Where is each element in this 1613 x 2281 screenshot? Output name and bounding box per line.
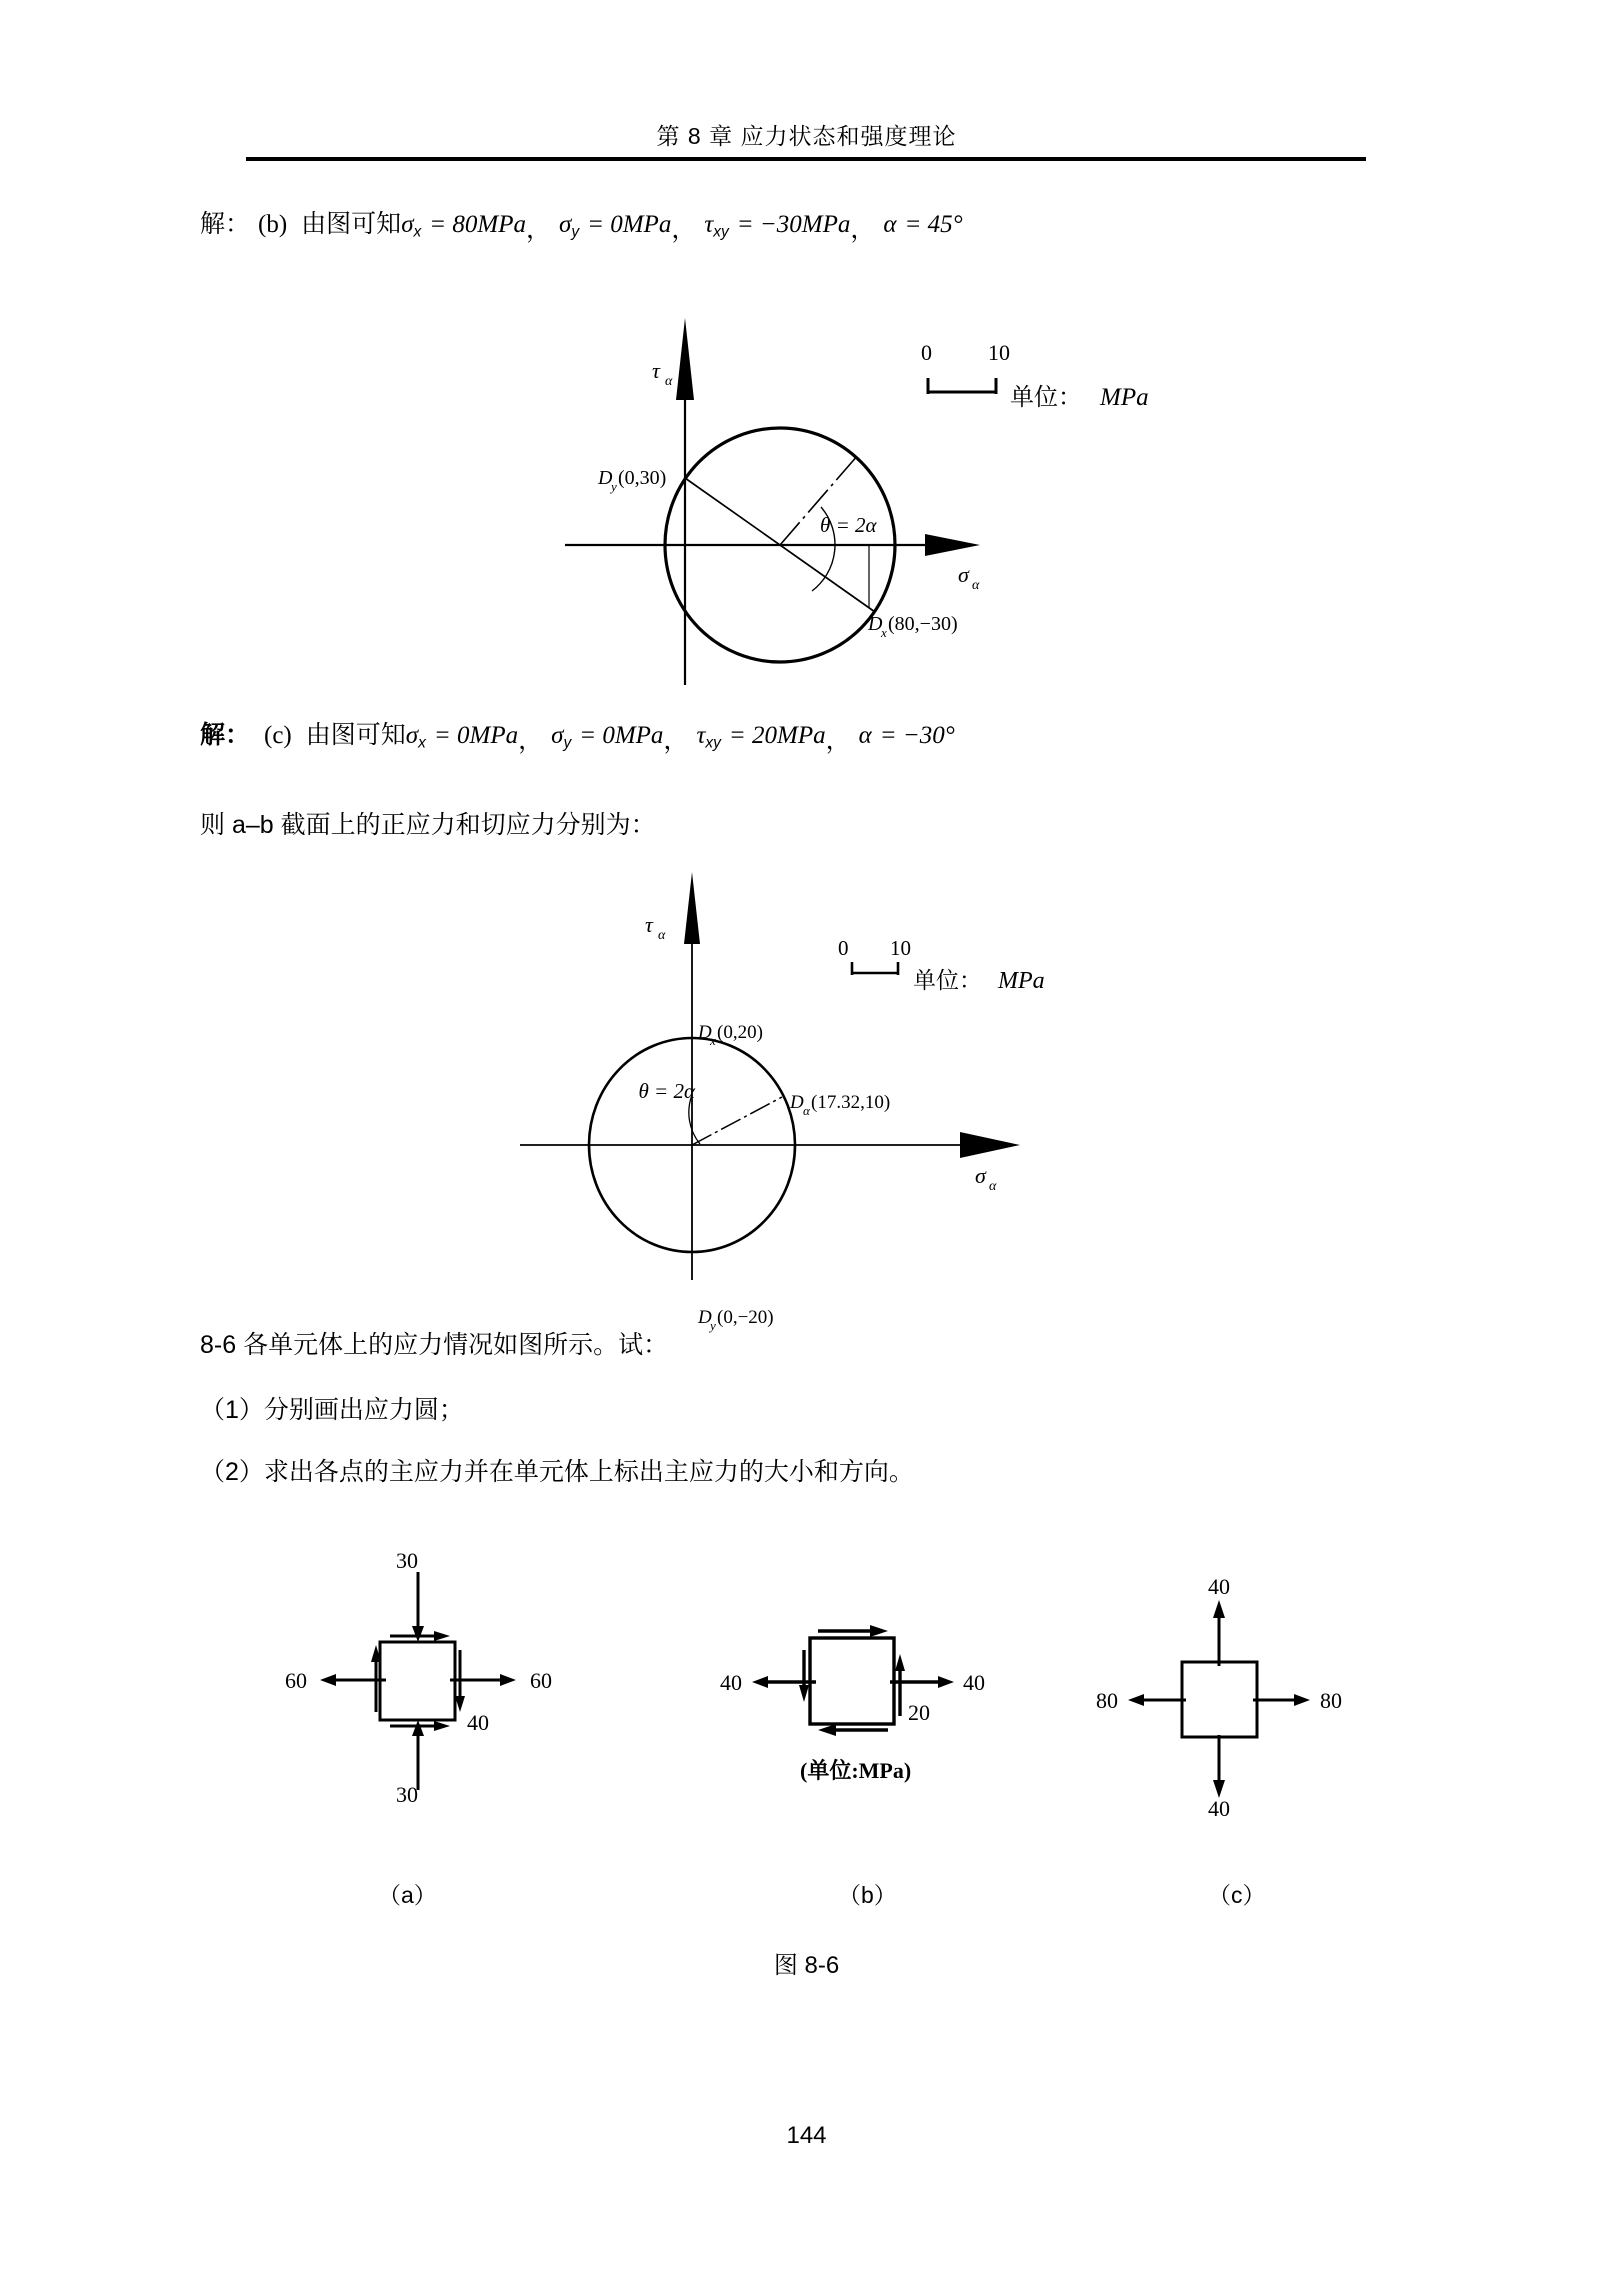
point-dy-label-b: D (598, 467, 613, 489)
solution-b-prefix: 解： (200, 211, 251, 238)
element-c-bottom-value: 40 (1208, 1796, 1230, 1821)
solution-c-term-0-sub: x (418, 734, 426, 752)
stress-element-b-svg (700, 1570, 1040, 1810)
sigma-axis-arrowhead-b (925, 534, 980, 556)
element-c-caption: （c） (1208, 1882, 1266, 1908)
solution-b-term-3-sym: α (883, 211, 897, 238)
element-b-top-shear-arrowhead (870, 1625, 888, 1637)
point-dy-coords-b: (0,30) (618, 467, 667, 489)
solution-b-term-0-val: = 80MPa (429, 211, 526, 238)
point-dalpha-coords-c: (17.32,10) (811, 1092, 891, 1113)
solution-b-term-1-sub: y (571, 223, 580, 241)
stress-element-figure-c (1080, 1560, 1420, 1821)
mohr-circle-b-svg (380, 300, 1180, 700)
element-a-shear-value: 40 (467, 1710, 489, 1735)
solution-c-term-1-sym: σ (551, 722, 564, 749)
solution-c-term-0-val: = 0MPa (433, 722, 519, 749)
point-dy-sub-c: y (710, 1318, 716, 1333)
point-dalpha-label-c: D (790, 1092, 804, 1113)
element-b-right-value: 40 (963, 1670, 985, 1695)
theta-label-b: θ = 2α (820, 513, 877, 537)
point-dx-coords-b: (80,−30) (888, 613, 958, 635)
solution-c-line: 解： (c) 由图可知$\sigma_x = 0MPa$， $\sigma_y = 0MPa$， $\tau_{xy} = 20MPa$， α = −30° (200, 722, 955, 755)
solution-c-term-1-sub: y (563, 734, 572, 752)
mohr-c-radius-dalpha (692, 1097, 782, 1145)
sigma-axis-sublabel-c: α (989, 1179, 997, 1194)
tau-axis-label-b: τ (652, 358, 660, 383)
element-a-top-normal-arrowhead (412, 1626, 424, 1642)
mohr-circle-c-svg (520, 880, 1140, 1333)
scale-zero-label-c: 0 (838, 936, 849, 960)
sigma-axis-sublabel-b: α (972, 578, 980, 593)
solution-c-term-3-val: = −30° (879, 722, 955, 749)
element-b-right-shear-arrowhead (895, 1654, 905, 1671)
theta-label-c: θ = 2α (638, 1079, 695, 1103)
sigma-axis-arrowhead-c (960, 1132, 1020, 1158)
problem-item-1: （1）分别画出应力圆； (200, 1396, 464, 1424)
stress-element-figure-b (700, 1570, 1040, 1810)
stress-element-figure-a (250, 1548, 590, 1807)
element-c-square (1182, 1662, 1257, 1737)
mohr-circle-figure-b (380, 300, 1180, 700)
running-header-title: 第 8 章 应力状态和强度理论 (656, 123, 957, 149)
unit-value-c: MPa (998, 968, 1045, 994)
tau-axis-arrowhead-b (676, 318, 694, 400)
point-dy-sub-b: y (611, 479, 617, 494)
element-a-right-value: 60 (530, 1668, 552, 1693)
solution-b-term-0-sub: x (413, 223, 422, 241)
point-dx-label-c: D (698, 1022, 712, 1043)
tau-axis-sublabel-c: α (658, 928, 666, 943)
problem-number-line: 8-6 各单元体上的应力情况如图所示。试： (200, 1331, 669, 1359)
element-c-top-normal-arrowhead (1213, 1600, 1225, 1618)
sigma-axis-label-b: σ (958, 562, 969, 587)
unit-label-c: 单位： (913, 968, 982, 993)
solution-c-term-0-sym: σ (405, 722, 419, 749)
solution-c-term-3-sym: α (858, 722, 872, 749)
page-number: 144 (786, 2122, 827, 2149)
figure-caption: 图 8-6 (773, 1952, 840, 1979)
header-rule (246, 157, 1366, 161)
element-a-caption: （a） (378, 1882, 437, 1908)
tau-axis-sublabel-b: α (665, 374, 673, 389)
element-b-caption: （b） (838, 1882, 897, 1908)
element-b-square (810, 1638, 894, 1724)
point-dx-coords-c: (0,20) (717, 1022, 763, 1043)
unit-label-b: 单位： (1010, 385, 1082, 411)
element-c-right-value: 80 (1320, 1688, 1342, 1713)
solution-c-term-2-sub: xy (705, 734, 721, 752)
element-b-left-value: 40 (720, 1670, 742, 1695)
sigma-axis-label-c: σ (975, 1163, 986, 1188)
solution-c-term-1-val: = 0MPa (579, 722, 664, 749)
solution-b-term-1-val: = 0MPa (587, 211, 672, 238)
stress-element-a-svg (250, 1548, 590, 1807)
element-c-left-value: 80 (1096, 1688, 1118, 1713)
element-a-bottom-value: 30 (396, 1782, 418, 1807)
point-dx-label-b: D (868, 613, 883, 635)
element-a-top-value: 30 (396, 1548, 418, 1573)
solution-b-term-2-sub: xy (713, 223, 729, 241)
solution-b-label: (b) (258, 211, 288, 238)
solution-b-line: 解： (b) 由图可知$\sigma_x = 80MPa$， $\sigma_y = 0MPa$， $\tau_{xy} = -30MPa$， α = 45° (200, 211, 963, 244)
solution-b-term-0-sym: σ (401, 211, 414, 238)
element-a-square (380, 1642, 455, 1720)
element-c-left-normal-arrowhead (1128, 1694, 1144, 1706)
solution-c-followup: 则 a–b 截面上的正应力和切应力分别为： (200, 811, 656, 839)
tau-axis-label-c: τ (645, 912, 653, 937)
element-b-left-shear-arrowhead (799, 1685, 809, 1702)
point-dx-sub-b: x (881, 625, 887, 640)
problem-item-2: （2）求出各点的主应力并在单元体上标出主应力的大小和方向。 (200, 1458, 914, 1486)
solution-b-term-3-val: = 45° (904, 211, 963, 238)
solution-c-term-2-sym: τ (696, 722, 706, 749)
element-a-top-shear-arrowhead (434, 1631, 450, 1641)
element-b-shear-value: 20 (908, 1700, 930, 1725)
solution-c-label: (c) (264, 722, 292, 749)
point-dalpha-sub-c: α (803, 1103, 810, 1118)
tau-axis-arrowhead-c (684, 872, 700, 944)
element-b-right-normal-arrowhead (938, 1676, 954, 1688)
scale-zero-label-b: 0 (921, 340, 932, 365)
unit-value-b: MPa (1100, 384, 1149, 411)
scale-ten-label-c: 10 (890, 936, 911, 960)
element-b-left-normal-arrowhead (752, 1676, 768, 1688)
scale-ten-label-b: 10 (988, 340, 1010, 365)
element-a-left-value: 60 (285, 1668, 307, 1693)
element-a-bottom-shear-arrowhead (434, 1721, 450, 1731)
element-c-top-value: 40 (1208, 1574, 1230, 1599)
element-c-right-normal-arrowhead (1294, 1694, 1310, 1706)
element-a-bottom-normal-arrowhead (412, 1720, 424, 1736)
point-dy-coords-c: (0,−20) (717, 1307, 774, 1328)
solution-c-term-2-val: = 20MPa (728, 722, 826, 749)
solution-c-lead: 由图可知 (305, 722, 406, 749)
point-dx-sub-c: x (710, 1033, 716, 1048)
solution-b-lead: 由图可知 (301, 211, 402, 238)
stress-element-c-svg (1080, 1560, 1420, 1821)
solution-b-term-1-sym: σ (559, 211, 572, 238)
solution-c-prefix: 解： (200, 722, 251, 749)
element-b-bottom-shear-arrowhead (818, 1724, 836, 1736)
solution-b-term-2-val: = −30MPa (736, 211, 851, 238)
solution-b-term-2-sym: τ (704, 211, 714, 238)
point-dy-label-c: D (698, 1307, 712, 1328)
mohr-circle-figure-c (520, 880, 1140, 1333)
element-b-unit-note: (单位:MPa) (800, 1758, 912, 1783)
element-a-left-normal-arrowhead (320, 1674, 336, 1686)
element-a-right-normal-arrowhead (500, 1674, 516, 1686)
